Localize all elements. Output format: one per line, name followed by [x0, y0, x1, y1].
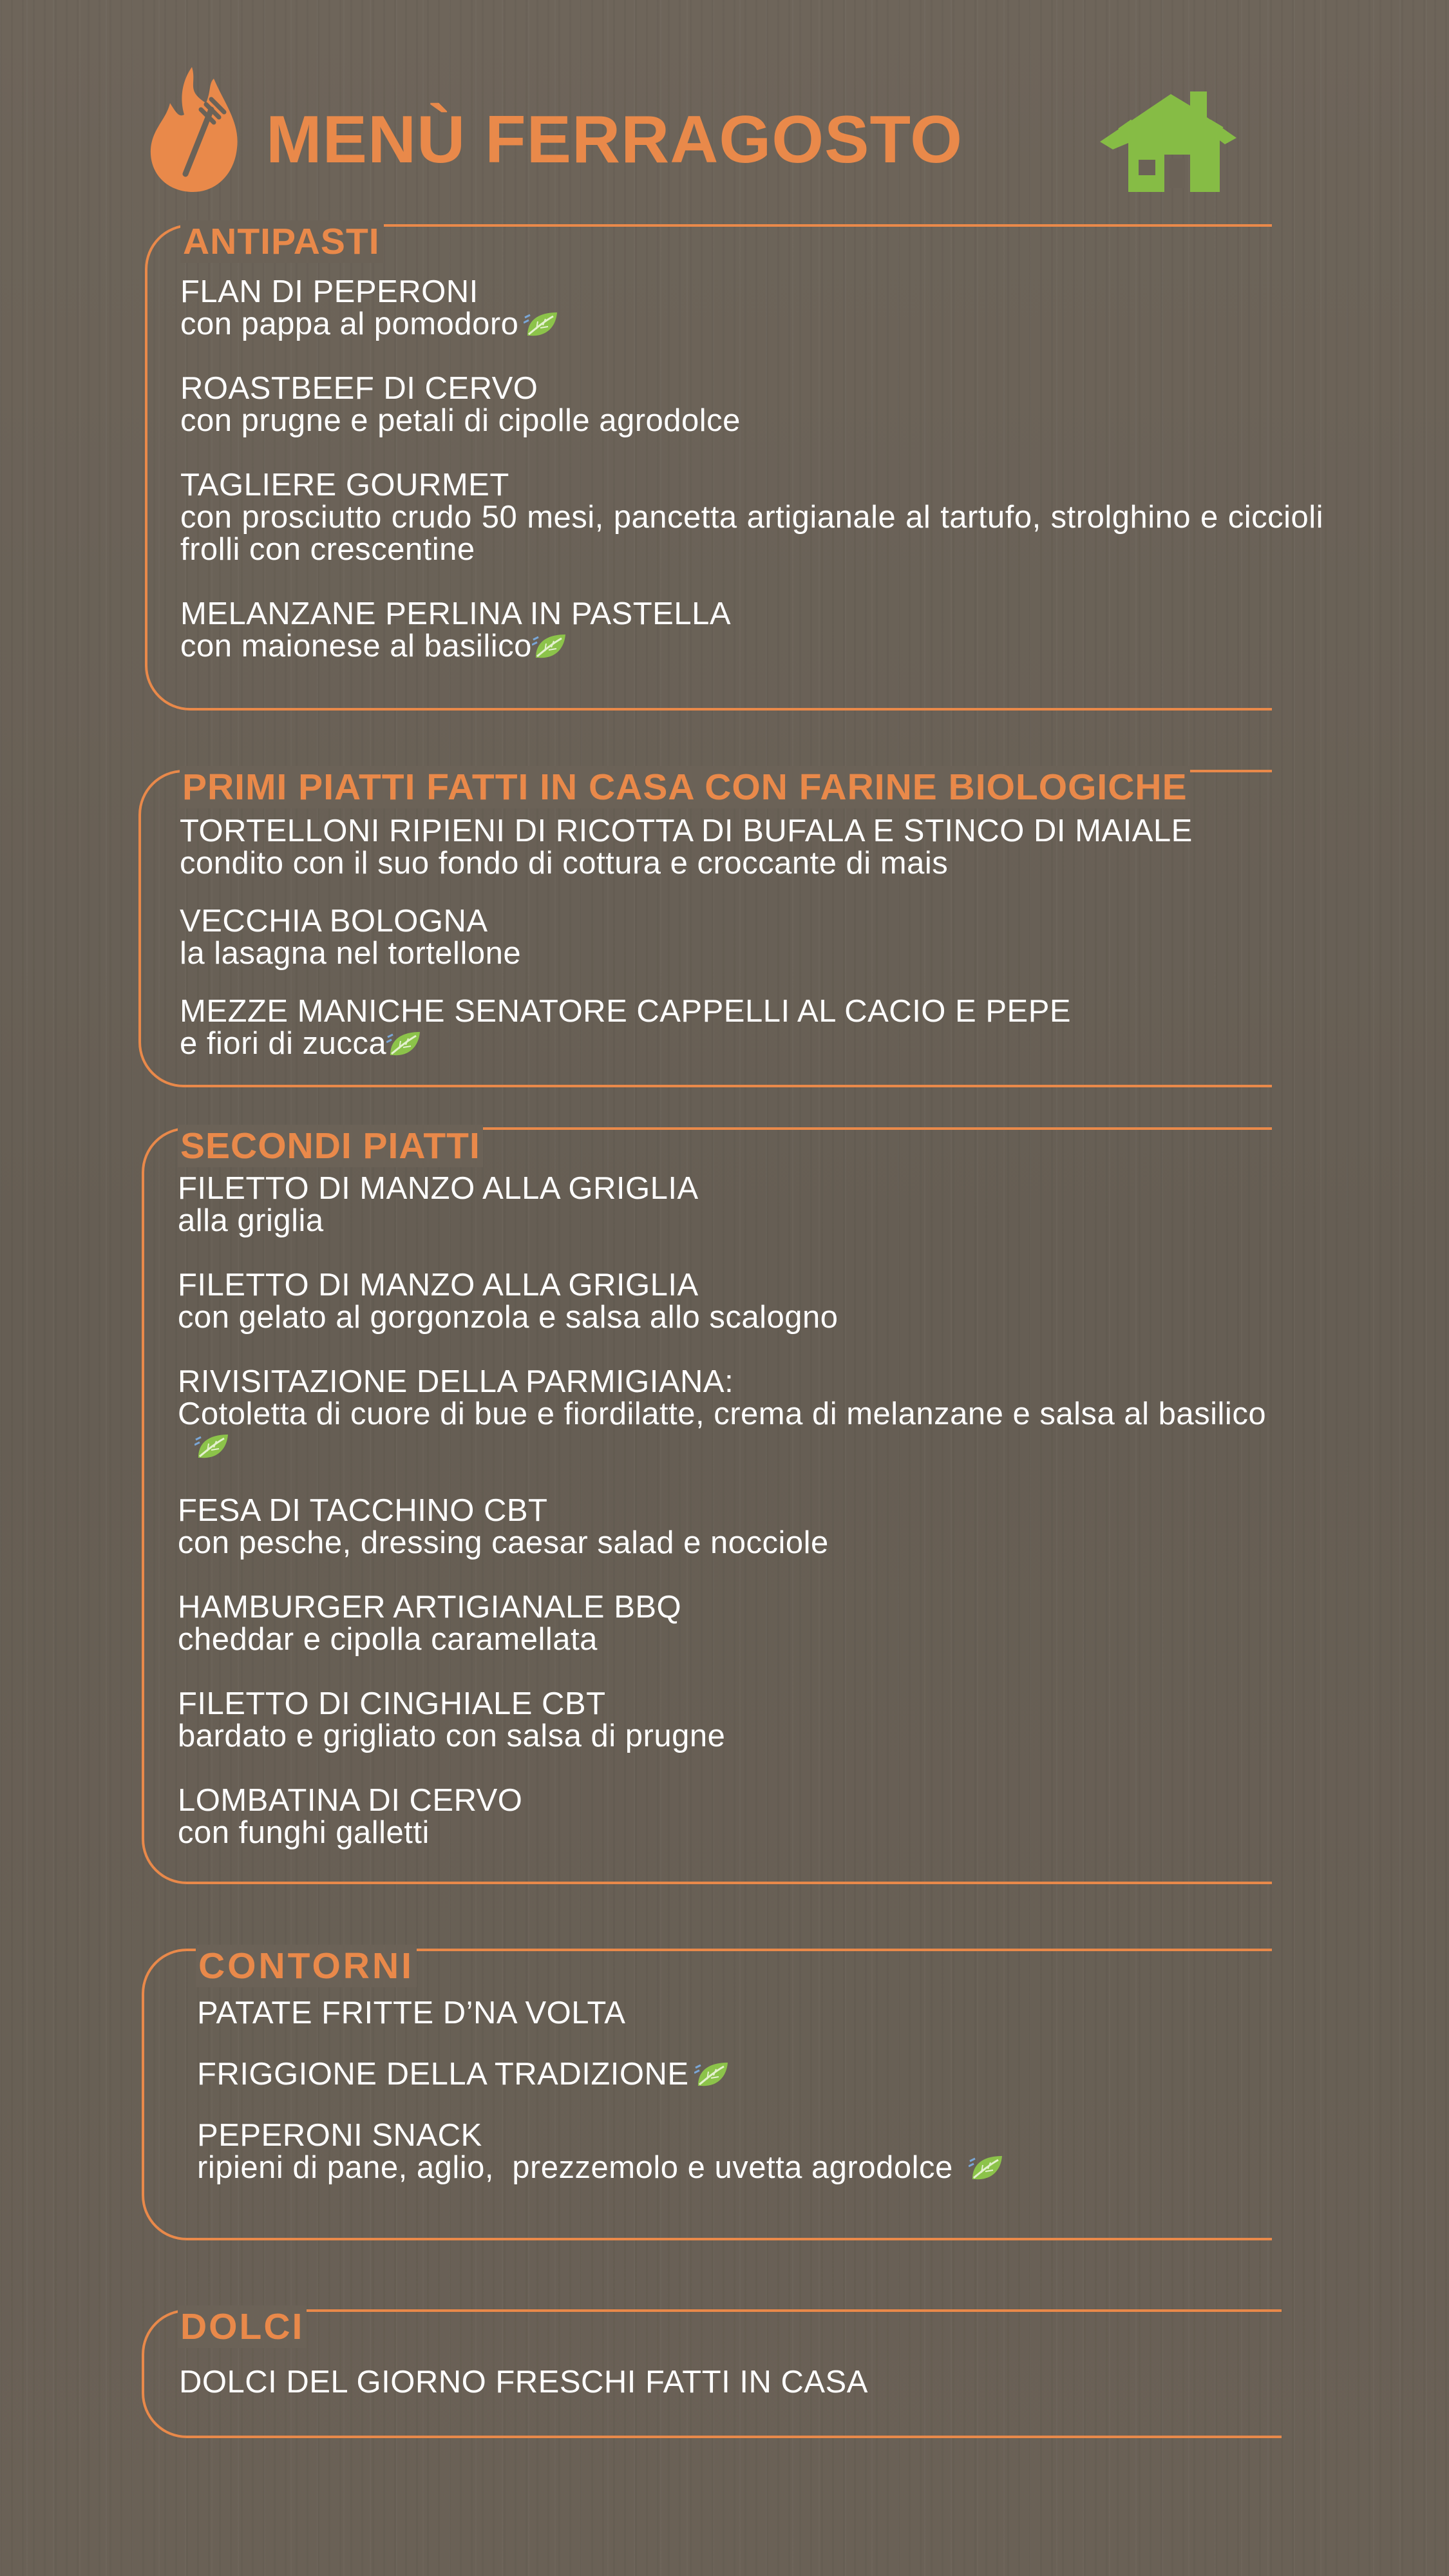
- item-desc: bardato e grigliato con salsa di prugne: [178, 1719, 726, 1753]
- item-name: RIVISITAZIONE DELLA PARMIGIANA:: [178, 1364, 734, 1399]
- item-desc: Cotoletta di cuore di bue e fiordilatte, crema di melanzane e salsa al basilico: [178, 1398, 1285, 1462]
- item-desc: con gelato al gorgonzola e salsa allo scalogno: [178, 1300, 838, 1335]
- menu-item: [180, 598, 1323, 662]
- menu-header: [147, 64, 1242, 200]
- menu-item: [180, 469, 1323, 566]
- menu-item: [178, 1172, 1273, 1237]
- section-secondi: [142, 1127, 1272, 1884]
- section-title: DOLCI: [178, 2305, 307, 2348]
- item-desc: con pesche, dressing caesar salad e nocciole: [178, 1525, 829, 1560]
- vegetarian-leaf-icon: [532, 632, 568, 660]
- menu-item: [197, 2119, 1266, 2184]
- item-list: [178, 1172, 1273, 1849]
- item-name: DOLCI DEL GIORNO FRESCHI FATTI IN CASA: [179, 2365, 868, 2399]
- item-name: LOMBATINA DI CERVO: [178, 1783, 523, 1818]
- item-name: FILETTO DI CINGHIALE CBT: [178, 1686, 606, 1721]
- vegetarian-leaf-icon: [386, 1029, 422, 1058]
- item-name: FILETTO DI MANZO ALLA GRIGLIA: [178, 1171, 699, 1206]
- menu-item: [178, 1591, 1273, 1655]
- menu-item: [178, 1494, 1273, 1559]
- menu-item: [179, 2366, 1248, 2398]
- item-desc: con pappa al pomodoro: [180, 308, 1323, 340]
- item-desc: con maionese al basilico: [180, 630, 1323, 662]
- item-name: TORTELLONI RIPIENI DI RICOTTA DI BUFALA E STINCO DI MAIALE: [180, 814, 1193, 848]
- item-desc: con funghi galletti: [178, 1815, 430, 1850]
- menu-item: [180, 995, 1339, 1060]
- item-name: FESA DI TACCHINO CBT: [178, 1493, 548, 1528]
- menu-item: [178, 1269, 1273, 1333]
- flame-fork-icon: [147, 64, 240, 193]
- item-name: MEZZE MANICHE SENATORE CAPPELLI AL CACIO E PEPE: [180, 994, 1072, 1029]
- item-desc: con prosciutto crudo 50 mesi, pancetta artigianale al tartufo, strolghino e ciccioli frolli con crescentine: [180, 500, 1323, 567]
- section-primi: [138, 767, 1272, 1087]
- vegetarian-leaf-icon: [694, 2060, 730, 2088]
- item-desc: condito con il suo fondo di cottura e croccante di mais: [180, 846, 949, 881]
- menu-item: [180, 372, 1323, 437]
- section-title: PRIMI PIATTI FATTI IN CASA CON FARINE BIOLOGICHE: [180, 766, 1190, 808]
- item-name: TAGLIERE GOURMET: [180, 468, 509, 502]
- item-desc: e fiori di zucca: [180, 1027, 1339, 1060]
- item-name: ROASTBEEF DI CERVO: [180, 371, 538, 406]
- menu-item: [197, 2058, 1266, 2090]
- section-contorni: [142, 1945, 1272, 2240]
- item-desc: ripieni di pane, aglio, prezzemolo e uvetta agrodolce: [197, 2151, 1266, 2184]
- section-title: SECONDI PIATTI: [178, 1125, 483, 1167]
- menu-item: [178, 1784, 1273, 1849]
- item-desc: la lasagna nel tortellone: [180, 936, 522, 971]
- item-desc: cheddar e cipolla caramellata: [178, 1622, 598, 1657]
- item-desc: alla griglia: [178, 1203, 324, 1238]
- item-name: PEPERONI SNACK: [197, 2118, 482, 2153]
- vegetarian-leaf-icon: [524, 310, 560, 338]
- menu-item: [180, 815, 1339, 879]
- house-icon: [1094, 82, 1242, 198]
- item-list: [180, 276, 1323, 662]
- item-name: VECCHIA BOLOGNA: [180, 904, 488, 939]
- item-list: [197, 1997, 1266, 2184]
- item-name: FLAN DI PEPERONI: [180, 274, 478, 309]
- menu-item: [178, 1366, 1273, 1462]
- item-list: [179, 2366, 1248, 2398]
- item-name: FRIGGIONE DELLA TRADIZIONE: [197, 2058, 1266, 2090]
- menu-item: [197, 1997, 1266, 2029]
- section-dolci: [142, 2306, 1282, 2438]
- item-list: [180, 815, 1339, 1060]
- vegetarian-leaf-icon: [969, 2153, 1005, 2182]
- item-name: PATATE FRITTE D’NA VOLTA: [197, 1996, 626, 2030]
- menu-title: MENÙ FERRAGOSTO: [266, 102, 963, 177]
- menu-item: [180, 276, 1323, 340]
- item-desc: con prugne e petali di cipolle agrodolce: [180, 403, 741, 438]
- item-name: HAMBURGER ARTIGIANALE BBQ: [178, 1590, 682, 1625]
- section-antipasti: [145, 221, 1323, 711]
- menu-item: [180, 905, 1339, 969]
- section-title: ANTIPASTI: [180, 220, 384, 263]
- vegetarian-leaf-icon: [194, 1432, 231, 1460]
- section-title: CONTORNI: [196, 1945, 417, 1987]
- item-name: MELANZANE PERLINA IN PASTELLA: [180, 596, 732, 631]
- item-name: FILETTO DI MANZO ALLA GRIGLIA: [178, 1268, 699, 1302]
- menu-item: [178, 1688, 1273, 1752]
